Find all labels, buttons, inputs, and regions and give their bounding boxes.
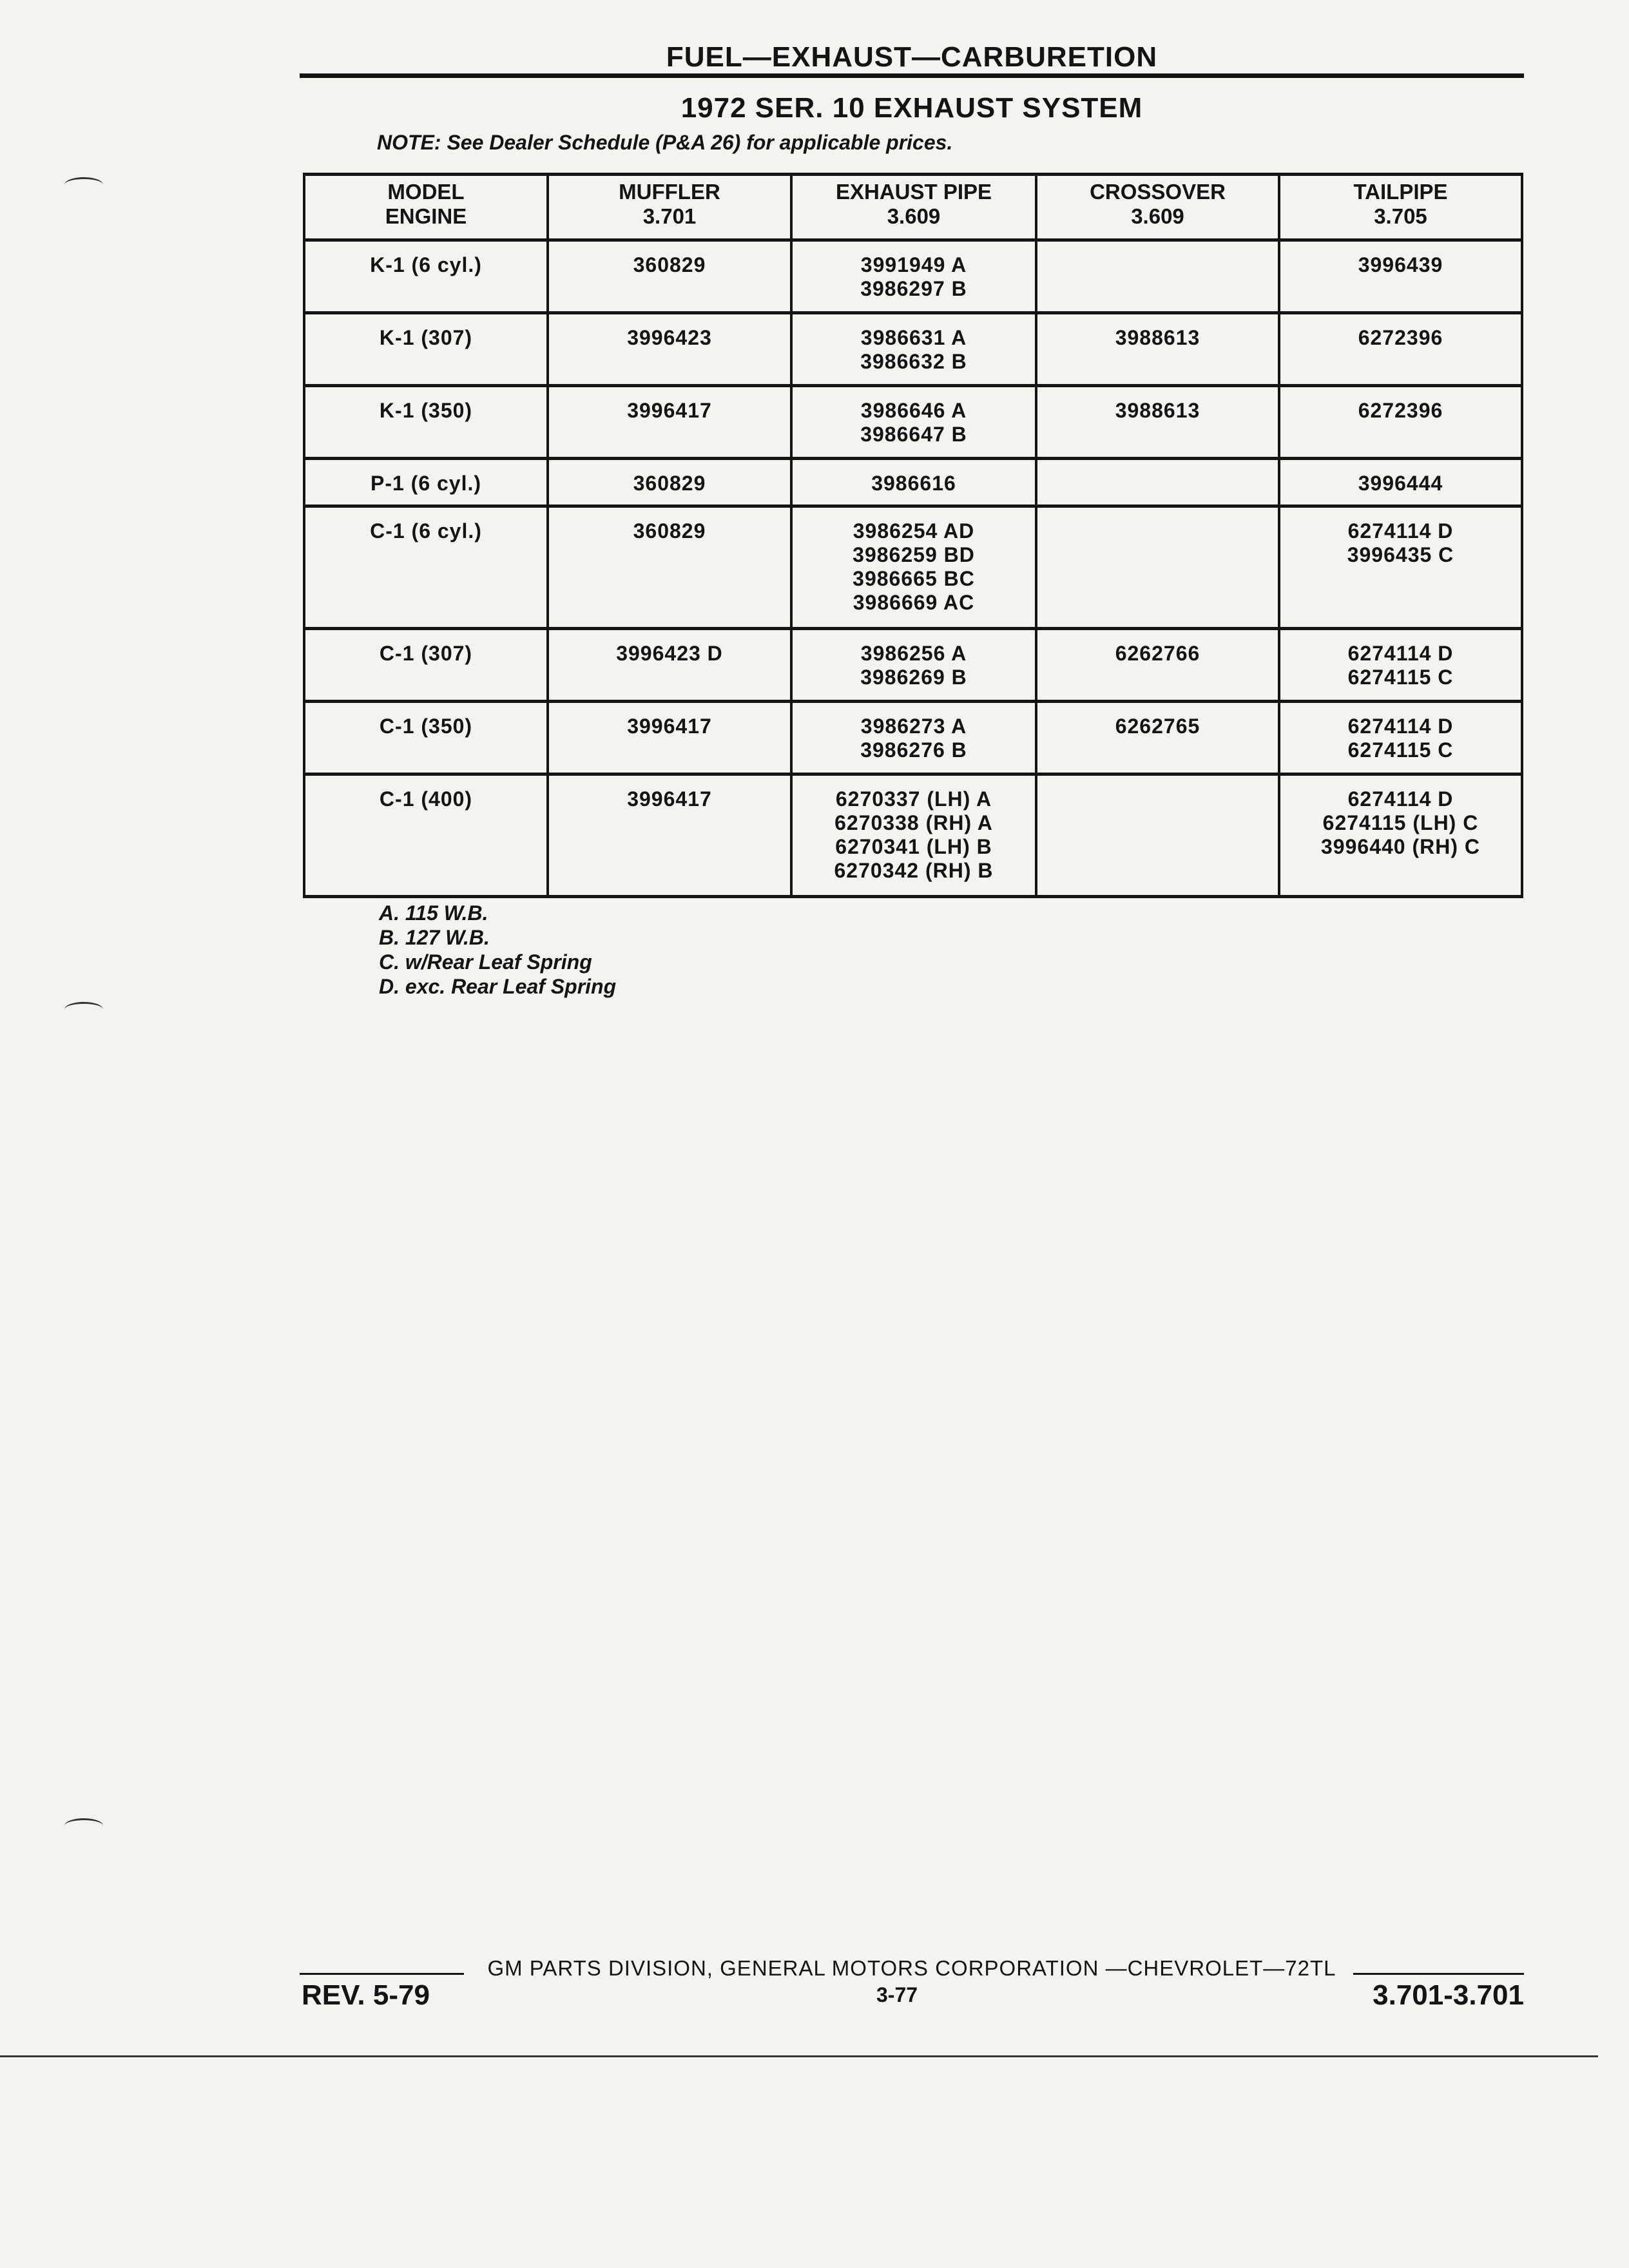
cell-line: K-1 (6 cyl.) bbox=[370, 253, 482, 276]
cell-line: 6274114 D bbox=[1347, 642, 1454, 665]
cell-line: 6274115 C bbox=[1347, 738, 1454, 762]
cell-line: C-1 (307) bbox=[379, 642, 473, 665]
cell-line: 3996417 bbox=[627, 787, 712, 811]
footnote: A. 115 W.B. bbox=[379, 901, 488, 925]
column-header-line: EXHAUST PIPE bbox=[835, 180, 992, 204]
table-cell-crossover bbox=[1036, 240, 1279, 313]
cell-line: 3996440 (RH) C bbox=[1321, 835, 1480, 858]
table-cell-crossover bbox=[1036, 774, 1279, 897]
table-cell-muffler bbox=[548, 459, 791, 506]
cell-line: 3996423 D bbox=[616, 642, 723, 665]
table-row bbox=[304, 459, 1522, 506]
cell-line: 6274114 D bbox=[1347, 787, 1454, 811]
cell-line: 6274114 D bbox=[1347, 715, 1454, 738]
column-header-line: ENGINE bbox=[385, 204, 467, 228]
cell-line: 6274114 D bbox=[1347, 519, 1454, 543]
footer-publisher: GM PARTS DIVISION, GENERAL MOTORS CORPORATION —CHEVROLET—72TL bbox=[487, 1956, 1336, 1980]
cell-line: 3986273 A bbox=[860, 715, 967, 738]
table-row bbox=[304, 506, 1522, 629]
table-cell-tailpipe bbox=[1279, 774, 1522, 897]
table-cell-muffler bbox=[548, 386, 791, 459]
cell-line: 6270342 (RH) B bbox=[834, 859, 994, 882]
cell-line: 3991949 A bbox=[860, 253, 967, 276]
table-cell-muffler bbox=[548, 506, 791, 629]
table-cell-model bbox=[304, 506, 548, 629]
cell-line: 3996444 bbox=[1358, 472, 1443, 495]
cell-line: 3986669 AC bbox=[853, 591, 975, 614]
cell-line: K-1 (350) bbox=[379, 399, 473, 422]
table-cell-model bbox=[304, 629, 548, 702]
cell-line: 3986647 B bbox=[860, 423, 967, 446]
cell-line: 3986256 A bbox=[860, 642, 967, 665]
table-row bbox=[304, 702, 1522, 774]
punch-hole-mark bbox=[64, 1818, 103, 1833]
cell-line: 3986665 BC bbox=[853, 567, 975, 590]
table-cell-muffler bbox=[548, 629, 791, 702]
table-cell-crossover bbox=[1036, 629, 1279, 702]
cell-line: 3986616 bbox=[871, 472, 956, 495]
footer-rule-right bbox=[1353, 1973, 1524, 1975]
cell-line: 3996423 bbox=[627, 326, 712, 349]
table-row bbox=[304, 313, 1522, 386]
cell-line: 360829 bbox=[633, 472, 706, 495]
table-cell-muffler bbox=[548, 240, 791, 313]
header-rule bbox=[300, 73, 1524, 78]
table-cell-exhaust-pipe bbox=[791, 459, 1036, 506]
cell-line: 6272396 bbox=[1358, 326, 1443, 349]
column-header-tailpipe bbox=[1279, 175, 1522, 240]
cell-line: K-1 (307) bbox=[379, 326, 473, 349]
exhaust-parts-table bbox=[303, 173, 1523, 898]
column-header-line: 3.701 bbox=[642, 204, 697, 228]
table-row bbox=[304, 386, 1522, 459]
table-cell-tailpipe bbox=[1279, 629, 1522, 702]
table-cell-exhaust-pipe bbox=[791, 629, 1036, 702]
section-title: FUEL—EXHAUST—CARBURETION bbox=[666, 41, 1158, 73]
cell-line: 3996417 bbox=[627, 715, 712, 738]
table-cell-model bbox=[304, 702, 548, 774]
table-cell-exhaust-pipe bbox=[791, 774, 1036, 897]
table-cell-exhaust-pipe bbox=[791, 506, 1036, 629]
cell-line: 3986631 A bbox=[860, 326, 967, 349]
table-body bbox=[304, 240, 1522, 897]
table-cell-model bbox=[304, 386, 548, 459]
table-cell-crossover bbox=[1036, 459, 1279, 506]
cell-line: 3986632 B bbox=[860, 350, 967, 373]
cell-line: 6270337 (LH) A bbox=[835, 787, 992, 811]
column-header-line: TAILPIPE bbox=[1353, 180, 1448, 204]
cell-line: 360829 bbox=[633, 253, 706, 276]
table-cell-exhaust-pipe bbox=[791, 313, 1036, 386]
note-text: See Dealer Schedule (P&A 26) for applicable prices. bbox=[447, 131, 953, 154]
table-cell-model bbox=[304, 459, 548, 506]
cell-line: 3988613 bbox=[1115, 399, 1200, 422]
table-cell-tailpipe bbox=[1279, 506, 1522, 629]
cell-line: 3996435 C bbox=[1347, 543, 1454, 566]
table-cell-muffler bbox=[548, 313, 791, 386]
table-cell-exhaust-pipe bbox=[791, 240, 1036, 313]
punch-hole-mark bbox=[64, 1002, 103, 1017]
column-header-line: MODEL bbox=[387, 180, 465, 204]
cell-line: C-1 (350) bbox=[379, 715, 473, 738]
page-number: 3-77 bbox=[876, 1983, 918, 2006]
table-cell-crossover bbox=[1036, 702, 1279, 774]
table-cell-tailpipe bbox=[1279, 240, 1522, 313]
cell-line: 6262766 bbox=[1115, 642, 1200, 665]
cell-line: 6274115 (LH) C bbox=[1322, 811, 1479, 834]
table-row bbox=[304, 774, 1522, 897]
footer-rule-left bbox=[300, 1973, 464, 1975]
footnote: B. 127 W.B. bbox=[379, 926, 490, 949]
column-header-line: 3.609 bbox=[887, 204, 941, 228]
cell-line: 6272396 bbox=[1358, 399, 1443, 422]
cell-line: C-1 (6 cyl.) bbox=[370, 519, 482, 543]
table-cell-muffler bbox=[548, 774, 791, 897]
cell-line: 3986276 B bbox=[860, 738, 967, 762]
table-cell-model bbox=[304, 774, 548, 897]
note-lead: NOTE: bbox=[377, 131, 441, 154]
table-cell-crossover bbox=[1036, 386, 1279, 459]
revision-date: REV. 5-79 bbox=[302, 1979, 430, 2011]
cell-line: 6262765 bbox=[1115, 715, 1200, 738]
cell-line: 3996439 bbox=[1358, 253, 1443, 276]
cell-line: 3986259 BD bbox=[853, 543, 975, 566]
bottom-edge-rule bbox=[0, 2055, 1598, 2057]
column-header-line: CROSSOVER bbox=[1090, 180, 1226, 204]
table-cell-exhaust-pipe bbox=[791, 702, 1036, 774]
cell-line: P-1 (6 cyl.) bbox=[370, 472, 482, 495]
table-row bbox=[304, 629, 1522, 702]
cell-line: 3986297 B bbox=[860, 277, 967, 300]
footnote: C. w/Rear Leaf Spring bbox=[379, 950, 592, 974]
table-cell-model bbox=[304, 240, 548, 313]
table-cell-model bbox=[304, 313, 548, 386]
cell-line: C-1 (400) bbox=[379, 787, 473, 811]
cell-line: 3988613 bbox=[1115, 326, 1200, 349]
column-header-muffler bbox=[548, 175, 791, 240]
column-header-model-engine bbox=[304, 175, 548, 240]
cell-line: 6270338 (RH) A bbox=[834, 811, 993, 834]
cell-line: 6274115 C bbox=[1347, 666, 1454, 689]
table-cell-tailpipe bbox=[1279, 313, 1522, 386]
cell-line: 3986646 A bbox=[860, 399, 967, 422]
table-cell-tailpipe bbox=[1279, 702, 1522, 774]
table-header-row bbox=[304, 175, 1522, 240]
cell-line: 360829 bbox=[633, 519, 706, 543]
table-row bbox=[304, 240, 1522, 313]
pricing-note bbox=[377, 131, 952, 155]
table-cell-tailpipe bbox=[1279, 386, 1522, 459]
table-cell-crossover bbox=[1036, 506, 1279, 629]
table-title: 1972 SER. 10 EXHAUST SYSTEM bbox=[680, 92, 1143, 124]
footnote: D. exc. Rear Leaf Spring bbox=[379, 975, 617, 998]
cell-line: 6270341 (LH) B bbox=[835, 835, 992, 858]
cell-line: 3996417 bbox=[627, 399, 712, 422]
footnotes bbox=[379, 901, 616, 999]
cell-line: 3986269 B bbox=[860, 666, 967, 689]
table-cell-exhaust-pipe bbox=[791, 386, 1036, 459]
column-header-crossover bbox=[1036, 175, 1279, 240]
punch-hole-mark bbox=[64, 177, 103, 192]
column-header-line: 3.609 bbox=[1131, 204, 1184, 228]
cell-line: 3986254 AD bbox=[853, 519, 975, 543]
column-header-exhaust-pipe bbox=[791, 175, 1036, 240]
column-header-line: MUFFLER bbox=[619, 180, 720, 204]
table-cell-crossover bbox=[1036, 313, 1279, 386]
column-header-line: 3.705 bbox=[1374, 204, 1427, 228]
table-cell-tailpipe bbox=[1279, 459, 1522, 506]
section-range: 3.701-3.701 bbox=[1373, 1979, 1524, 2011]
table-cell-muffler bbox=[548, 702, 791, 774]
